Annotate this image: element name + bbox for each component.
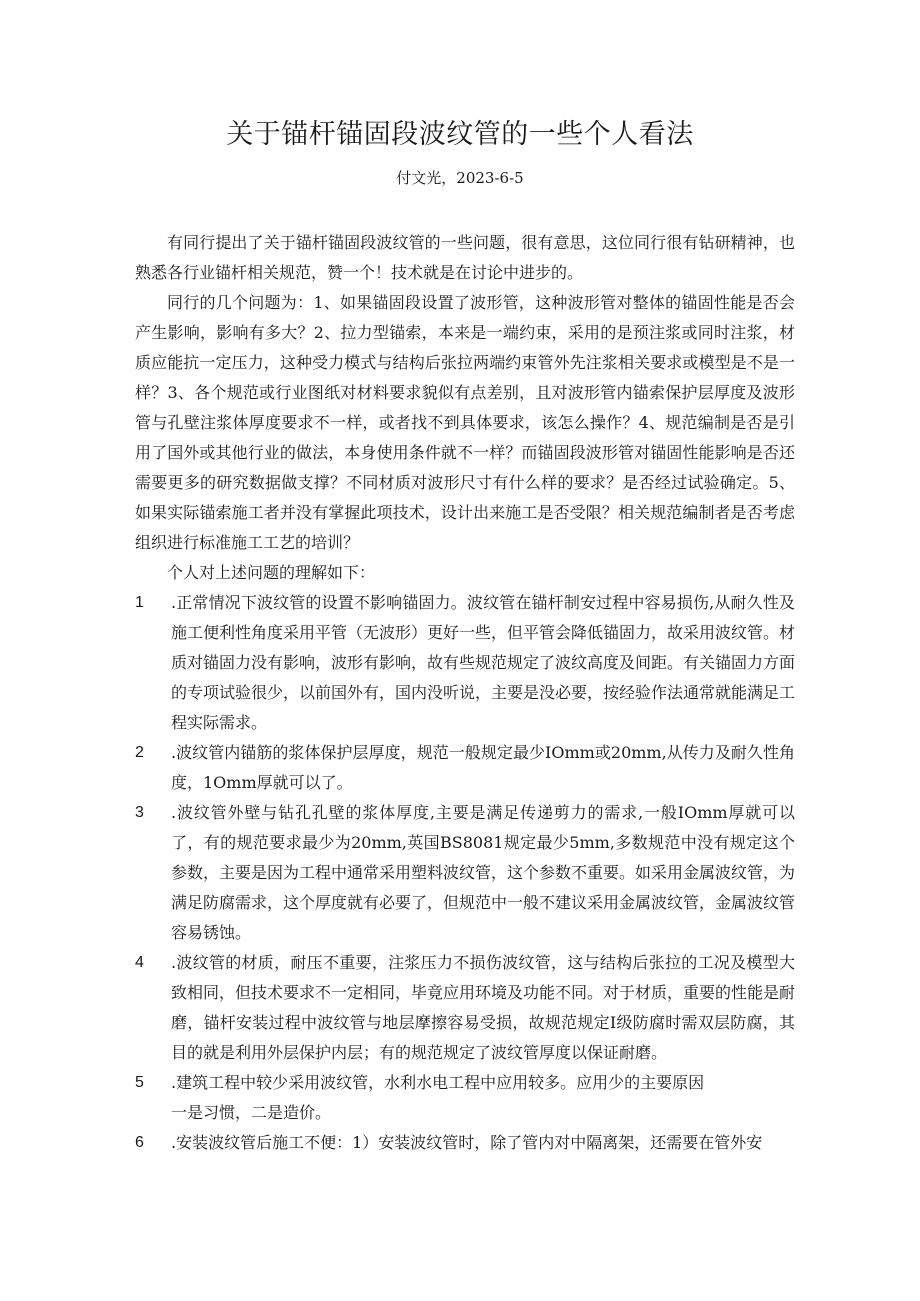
list-item-number: 3 [135,804,144,821]
paragraph-intro: 有同行提出了关于锚杆锚固段波纹管的一些问题，很有意思，这位同行很有钻研精神，也熟悉各行业锚杆相关规范，赞一个！技术就是在讨论中进步的。 [135,233,795,282]
list-item-subtext: 一是习惯，二是造价。 [171,1103,332,1122]
paragraph-questions: 同行的几个问题为：1、如果锚固段设置了波形管，这种波形管对整体的锚固性能是否会产生影响，影响有多大？2、拉力型锚索，本来是一端约束，采用的是预注浆或同时注浆，材质应能抗一定压力，这种受力模式与结构后张拉两端约束管外先注浆相关要求或模型是不是一样？3、各个规范或行业图纸对材料要求貌似有点差别，且对波形管内锚索保护层厚度及波形管与孔壁注浆体厚度要求不一样，或者找不到具体要求，该怎么操作？4、规范编制是否是引用了国外或其他行业的做法，本身使用条件就不一样？而锚固段波形管对锚固性能影响是否还需要更多的研究数据做支撑？不同材质对波形尺寸有什么样的要求？是否经过试验确定。5、如果实际锚索施工者并没有掌握此项技术，设计出来施工是否受限？相关规范编制者是否考虑组织进行标准施工工艺的培训？ [135,293,795,552]
list-item-text: .建筑工程中较少采用波纹管，水利水电工程中应用较多。应用少的主要原因 [171,1073,705,1092]
list-item-text: .波纹管内锚筋的浆体保护层厚度，规范一般规定最少IOmm或20mm,从传力及耐久性角度，1Omm厚就可以了。 [171,743,795,792]
answer-list [135,588,795,1158]
list-item-text: .正常情况下波纹管的设置不影响锚固力。波纹管在锚杆制安过程中容易损伤,从耐久性及施工便利性角度采用平管（无波形）更好一些，但平管会降低锚固力，故采用波纹管。材质对锚固力没有影响，波形有影响，故有些规范规定了波纹高度及间距。有关锚固力方面的专项试验很少，以前国外有，国内没听说，主要是没必要，按经验作法通常就能满足工程实际需求。 [171,593,796,732]
document-body [135,228,795,1158]
list-item-text: .安装波纹管后施工不便：1）安装波纹管时，除了管内对中隔离架，还需要在管外安 [171,1133,763,1152]
paragraph-understanding: 个人对上述问题的理解如下： [167,563,376,582]
document-title: 关于锚杆锚固段波纹管的一些个人看法 [226,119,694,150]
list-item [135,588,795,738]
list-item [135,738,795,798]
author-date-line: 付文光，2023-6-5 [396,169,524,187]
list-item [135,1068,795,1128]
list-item-number: 1 [135,594,144,611]
list-item [135,1128,795,1158]
list-item-text: .波纹管外壁与钻孔孔壁的浆体厚度,主要是满足传递剪力的需求,一般IOmm厚就可以了，有的规范要求最少为20mm,英国BS8081规定最少5mm,多数规范中没有规定这个参数，主要是因为工程中通常采用塑料波纹管，这个参数不重要。如采用金属波纹管，为满足防腐需求，这个厚度就有必要了，但规范中一般不建议采用金属波纹管，金属波纹管容易锈蚀。 [171,803,796,942]
list-item-text: .波纹管的材质，耐压不重要，注浆压力不损伤波纹管，这与结构后张拉的工况及模型大致相同，但技术要求不一定相同，毕竟应用环境及功能不同。对于材质，重要的性能是耐磨，锚杆安装过程中波纹管与地层摩擦容易受损，故规范规定I级防腐时需双层防腐，其目的就是利用外层保护内层；有的规范规定了波纹管厚度以保证耐磨。 [171,953,796,1062]
list-item-number: 5 [135,1074,144,1091]
list-item-number: 4 [135,954,144,971]
list-item-number: 6 [135,1134,144,1151]
list-item [135,948,795,1068]
list-item-number: 2 [135,744,144,761]
list-item [135,798,795,948]
list-item-text-wrapper [171,1068,795,1128]
